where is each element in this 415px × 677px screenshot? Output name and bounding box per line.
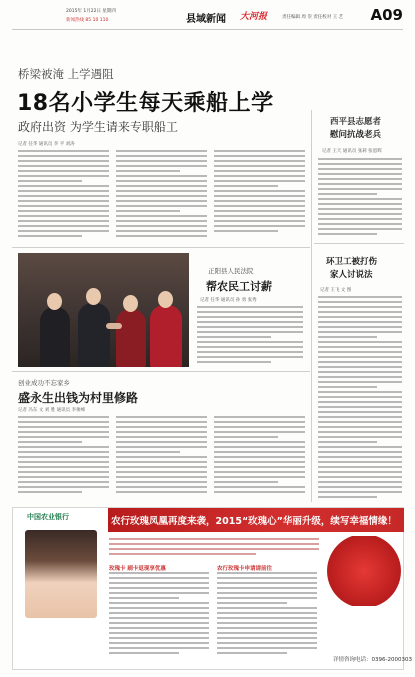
court-photo bbox=[18, 253, 189, 367]
main-kicker: 桥梁被淹 上学遇阻 bbox=[18, 67, 114, 81]
editor-line: 责任编辑 周 崇 责任校对 王 艺 bbox=[282, 15, 344, 20]
ad-column-1-text bbox=[109, 572, 209, 657]
main-story-body bbox=[18, 150, 305, 242]
section-title: 县域新闻 bbox=[186, 14, 226, 25]
ad-intro-text bbox=[109, 538, 319, 558]
news-hotline: 新闻热线 85 10 110 bbox=[66, 18, 109, 23]
person-figure bbox=[78, 303, 110, 367]
ad-title: 农行玫瑰凤凰再度来袭，2015“玫瑰心”华丽升级，续写幸福情缘！ bbox=[111, 516, 397, 527]
person-head bbox=[47, 293, 62, 310]
right-byline: 记者 王飞 文 图 bbox=[320, 288, 352, 293]
person-figure bbox=[150, 305, 182, 367]
ad-model-photo bbox=[25, 530, 97, 618]
bottom-story-body bbox=[18, 416, 305, 502]
page-number: A09 bbox=[370, 6, 403, 24]
ad-column-title-2: 农行玫瑰卡申请请前往 bbox=[217, 566, 273, 572]
sidebar-kicker: 西平县志愿者 bbox=[330, 117, 382, 127]
section-divider-1 bbox=[12, 247, 310, 248]
sidebar-headline: 慰问抗战老兵 bbox=[330, 130, 382, 140]
header-rule bbox=[12, 29, 403, 30]
ad-column-2-text bbox=[217, 572, 317, 657]
bottom-kicker: 创业成功不忘家乡 bbox=[18, 379, 70, 387]
person-head bbox=[158, 291, 173, 308]
ad-phone: 详情咨询电话：0396-2000303 bbox=[333, 657, 412, 663]
sidebar-divider bbox=[314, 243, 404, 244]
right-story-body bbox=[318, 296, 402, 501]
main-byline: 记者 任华 通讯员 李 平 刘涛 bbox=[18, 142, 75, 147]
photo-story-headline: 帮农民工讨薪 bbox=[206, 280, 272, 293]
photo-story-byline: 记者 任华 通讯员 孙 勇 张秀 bbox=[200, 298, 257, 303]
person-figure bbox=[116, 309, 146, 367]
person-figure bbox=[40, 307, 70, 367]
sidebar-story-body bbox=[318, 158, 402, 238]
person-head bbox=[123, 295, 138, 312]
bottom-headline: 盛永生出钱为村里修路 bbox=[18, 391, 139, 405]
bank-name: 中国农业银行 bbox=[27, 513, 69, 521]
newspaper-logo: 大河报 bbox=[240, 12, 268, 22]
gift-box-image bbox=[325, 536, 403, 606]
handshake bbox=[106, 323, 122, 329]
main-subhead: 政府出资 为学生请来专职船工 bbox=[18, 120, 178, 134]
right-headline: 家人讨说法 bbox=[330, 270, 373, 280]
main-headline: 18名小学生每天乘船上学 bbox=[17, 91, 274, 116]
bottom-byline: 记者 冯东 文 刘 胜 通讯员 李俊峰 bbox=[18, 408, 86, 413]
ad-column-title-1: 玫瑰卡 刷卡返现享优惠 bbox=[109, 566, 166, 572]
issue-date: 2015年 1月22日 星期四 bbox=[66, 9, 116, 14]
photo-story-body bbox=[197, 306, 303, 366]
bank-advertisement[interactable] bbox=[12, 507, 412, 670]
right-kicker: 环卫工被打伤 bbox=[326, 257, 378, 267]
column-divider bbox=[311, 110, 312, 502]
sidebar-byline: 记者 王天 通讯员 张莉 张恩辉 bbox=[322, 149, 382, 154]
section-divider-2 bbox=[12, 371, 310, 372]
photo-story-kicker: 正阳县人民法院 bbox=[208, 267, 254, 275]
person-head bbox=[86, 288, 101, 305]
